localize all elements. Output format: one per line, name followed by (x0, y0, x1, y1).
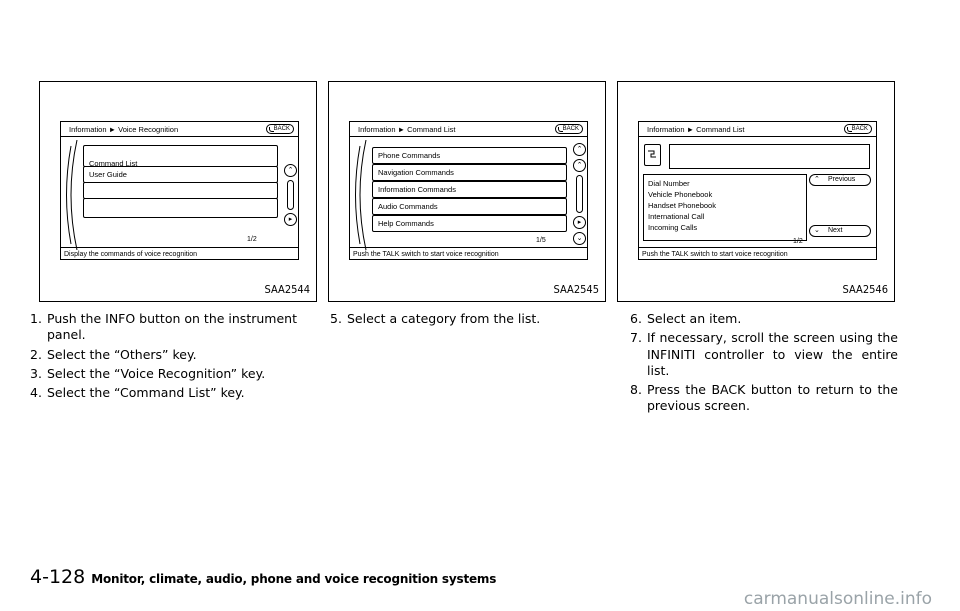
screen-curve-decoration (350, 140, 372, 250)
step-text: Select the “Command List” key. (47, 385, 245, 400)
step-number: 3. (30, 365, 42, 381)
step-text: Push the INFO button on the instrument panel. (47, 311, 297, 343)
list-item[interactable]: International Call (648, 212, 705, 221)
scroll-down-icon[interactable]: ▸ (284, 213, 297, 226)
figure-code: SAA2545 (553, 283, 599, 296)
step-text: Select the “Voice Recognition” key. (47, 365, 266, 381)
list-item-label: User Guide (89, 170, 127, 179)
divider (61, 247, 298, 248)
status-text: Push the TALK switch to start voice recognition (353, 251, 499, 258)
list-item-label: Audio Commands (378, 202, 438, 211)
next-button[interactable] (809, 225, 871, 237)
figure-code: SAA2544 (264, 283, 310, 296)
scrollbar[interactable] (287, 180, 294, 210)
steps-column-2 (330, 311, 610, 330)
step-number: 2. (30, 346, 42, 362)
list-item-help-commands[interactable] (372, 215, 567, 232)
divider (639, 247, 876, 248)
list-item-empty[interactable] (83, 182, 278, 199)
chevron-down-icon: ⌄ (814, 227, 820, 234)
step-number: 7. (630, 330, 642, 346)
page-footer (30, 566, 496, 588)
page-down-icon[interactable]: ⌄ (573, 232, 586, 245)
command-items-list[interactable] (643, 174, 807, 241)
figure-code: SAA2546 (842, 283, 888, 296)
list-item[interactable]: Dial Number (648, 179, 690, 188)
list-item-label: Help Commands (378, 219, 434, 228)
step-text: Select the “Others” key. (47, 346, 197, 362)
list-item-navigation-commands[interactable] (372, 164, 567, 181)
screen-title: Information ► Command List (647, 125, 745, 134)
step-text: Select an item. (647, 311, 742, 326)
step-number: 5. (330, 311, 342, 326)
step-1 (30, 311, 320, 344)
back-button[interactable]: BACK (555, 124, 583, 134)
step-8 (630, 382, 898, 415)
list-item-label: Command List (89, 159, 138, 168)
voice-command-icon (644, 144, 661, 166)
page-indicator: 1/2 (793, 238, 803, 245)
list-item-command-list[interactable] (83, 145, 278, 167)
divider (350, 247, 587, 248)
step-7 (630, 330, 898, 379)
watermark: carmanualsonline.info (743, 589, 932, 609)
list-item[interactable]: Vehicle Phonebook (648, 190, 713, 199)
previous-label: Previous (828, 176, 856, 183)
divider (61, 136, 298, 137)
step-text: Press the BACK button to return to the previous screen. (647, 382, 898, 414)
screen-voice-recognition (60, 121, 299, 260)
screen-curve-decoration (61, 140, 83, 250)
step-4 (30, 385, 320, 401)
list-item-label: Information Commands (378, 185, 456, 194)
screen-phone-commands (638, 121, 877, 260)
step-6 (630, 311, 898, 327)
step-5 (330, 311, 610, 327)
divider (350, 136, 587, 137)
list-item-phone-commands[interactable] (372, 147, 567, 164)
step-2 (30, 347, 320, 363)
figure-phone-command-list (617, 81, 895, 302)
figure-command-list (328, 81, 606, 302)
list-item-information-commands[interactable] (372, 181, 567, 198)
divider (639, 136, 876, 137)
page-number: 4-128 (30, 566, 86, 588)
step-number: 4. (30, 385, 42, 400)
step-number: 1. (30, 311, 42, 326)
steps-column-1 (30, 311, 320, 404)
list-item-audio-commands[interactable] (372, 198, 567, 215)
list-item[interactable]: Handset Phonebook (648, 201, 716, 210)
list-item-label: Navigation Commands (378, 168, 454, 177)
step-number: 6. (630, 311, 642, 326)
section-title: Monitor, climate, audio, phone and voice recognition systems (91, 572, 497, 586)
screen-title: Information ► Voice Recognition (69, 125, 179, 134)
step-text: Select a category from the list. (347, 311, 541, 326)
screen-command-list (349, 121, 588, 260)
scroll-up-icon[interactable]: ⌃ (573, 159, 586, 172)
command-display-box (669, 144, 870, 169)
steps-column-3 (630, 311, 898, 418)
scroll-up-icon[interactable]: ⌃ (284, 164, 297, 177)
list-item-user-guide[interactable] (83, 166, 278, 183)
step-number: 8. (630, 382, 642, 397)
previous-button[interactable] (809, 174, 871, 186)
back-button[interactable]: BACK (266, 124, 294, 134)
chevron-up-icon: ⌃ (814, 176, 820, 183)
screen-title: Information ► Command List (358, 125, 456, 134)
next-label: Next (828, 227, 843, 234)
list-item-label: Phone Commands (378, 151, 441, 160)
list-item[interactable]: Incoming Calls (648, 223, 698, 232)
back-button[interactable]: BACK (844, 124, 872, 134)
status-text: Display the commands of voice recognition (64, 251, 198, 258)
status-text: Push the TALK switch to start voice recognition (642, 251, 788, 258)
page-up-icon[interactable]: ⌃ (573, 143, 586, 156)
figure-voice-recognition (39, 81, 317, 302)
list-item-empty[interactable] (83, 198, 278, 218)
scroll-down-icon[interactable]: ▸ (573, 216, 586, 229)
step-text: If necessary, scroll the screen using the INFINITI controller to view the entire list. (647, 330, 898, 378)
scrollbar[interactable] (576, 175, 583, 213)
step-3 (30, 366, 320, 382)
page-indicator: 1/5 (536, 237, 546, 244)
page-indicator: 1/2 (247, 236, 257, 243)
